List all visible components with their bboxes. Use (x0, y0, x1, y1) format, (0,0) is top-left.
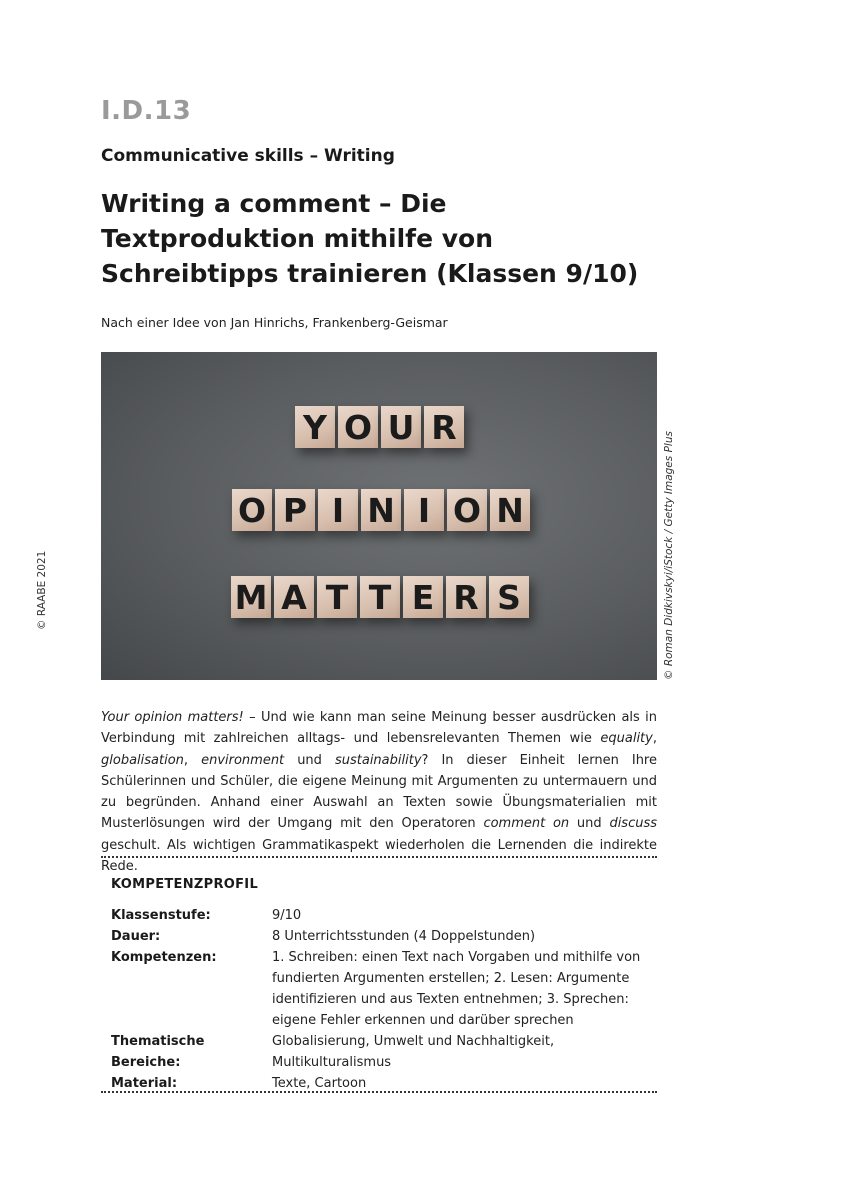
profile-label: Kompetenzen: (111, 950, 217, 965)
letter-cube: U (381, 406, 421, 448)
photo-credit: © Roman Didkivskyi/iStock / Getty Images Plus (663, 431, 675, 680)
letter-cube: P (275, 489, 315, 531)
intro-text: , (183, 752, 202, 768)
letter-cube: E (403, 576, 443, 618)
author-note: Nach einer Idee von Jan Hinrichs, Frankenberg-Geismar (101, 315, 448, 330)
intro-text: , (652, 731, 657, 747)
profile-row (111, 1031, 651, 1073)
letter-cube: O (338, 406, 378, 448)
letter-cube: Y (295, 406, 335, 448)
intro-text: – Und wie kann man seine Meinung besser ausdrücken als in Verbindung mit zahlreichen alltags- und lebensrelevanten Themen wie (101, 710, 657, 747)
intro-emphasis: discuss (609, 816, 658, 832)
profile-value: Globalisierung, Umwelt und Nachhaltigkeit, Multikulturalismus (272, 1034, 555, 1070)
letter-cube: T (317, 576, 357, 618)
cover-photo (101, 352, 657, 680)
profile-label: Dauer: (111, 929, 161, 944)
intro-emphasis: environment (201, 752, 285, 768)
letter-cube: S (489, 576, 529, 618)
letter-cube: T (360, 576, 400, 618)
intro-emphasis: equality (600, 731, 653, 747)
intro-text: und (284, 752, 335, 768)
profile-heading: KOMPETENZPROFIL (111, 877, 259, 892)
profile-row (111, 947, 651, 1031)
letter-cube: R (424, 406, 464, 448)
profile-value: 9/10 (272, 908, 302, 923)
letter-cube: N (490, 489, 530, 531)
divider-bottom (101, 1091, 657, 1093)
divider-top (101, 856, 657, 858)
copyright-note: © RAABE 2021 (36, 550, 48, 630)
profile-row (111, 926, 651, 947)
profile-table (111, 905, 651, 1094)
section-subtitle: Communicative skills – Writing (101, 146, 395, 166)
profile-label: Material: (111, 1076, 178, 1091)
intro-paragraph (101, 707, 657, 877)
intro-emphasis: comment on (483, 816, 570, 832)
page-title: Writing a comment – Die Textproduktion mithilfe von Schreibtipps trainieren (Klassen 9/10) (101, 189, 639, 288)
letter-cube: I (404, 489, 444, 531)
cube-row-your (295, 406, 464, 448)
cube-row-opinion (232, 489, 530, 531)
letter-cube: O (232, 489, 272, 531)
profile-value: 1. Schreiben: einen Text nach Vorgaben und mithilfe von fundierten Argumenten erstellen; 2. Lesen: Argumente identifizieren und aus Texten entnehmen; 3. Sprechen: eigene Fehler erkennen und darüber sprechen (272, 950, 641, 1028)
profile-label: Thematische Bereiche: (111, 1034, 205, 1070)
intro-text: ? In dieser Einheit lernen Ihre Schülerinnen und Schüler, die eigene Meinung mit Argumenten zu untermauern und zu begründen. Anhand einer Auswahl an Texten sowie Übungsmaterialien mit Musterlösungen wird der Umgang mit den Operatoren (101, 752, 657, 832)
intro-emphasis: sustainability (334, 752, 422, 768)
letter-cube: M (231, 576, 271, 618)
letter-cube: O (447, 489, 487, 531)
unit-code: I.D.13 (101, 96, 192, 126)
letter-cube: I (318, 489, 358, 531)
intro-emphasis: Your opinion matters! (101, 710, 244, 725)
cube-row-matters (231, 576, 529, 618)
profile-row (111, 905, 651, 926)
profile-value: Texte, Cartoon (272, 1076, 367, 1091)
profile-value: 8 Unterrichtsstunden (4 Doppelstunden) (272, 929, 536, 944)
letter-cube: R (446, 576, 486, 618)
letter-cube: N (361, 489, 401, 531)
letter-cube: A (274, 576, 314, 618)
intro-text: und (569, 816, 610, 832)
intro-text: geschult. Als wichtigen Grammatikaspekt wiederholen die Lernenden die indirekte Rede. (101, 837, 657, 875)
profile-label: Klassenstufe: (111, 908, 211, 923)
intro-emphasis: globalisation (101, 752, 184, 768)
